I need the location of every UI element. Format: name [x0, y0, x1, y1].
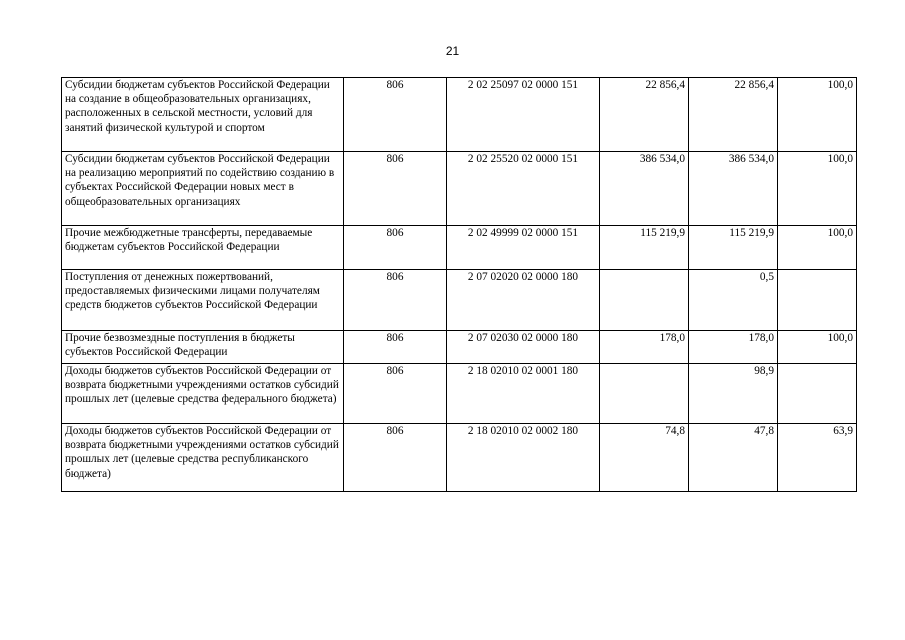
budget-class-code-cell: 2 07 02020 02 0000 180	[447, 270, 600, 331]
admin-code-cell: 806	[344, 364, 447, 424]
plan-amount-cell	[600, 364, 689, 424]
table-row	[62, 364, 857, 424]
execution-percent-cell: 100,0	[778, 226, 857, 270]
plan-amount-cell: 22 856,4	[600, 78, 689, 152]
table-row	[62, 270, 857, 331]
execution-percent-cell: 100,0	[778, 78, 857, 152]
admin-code-cell: 806	[344, 78, 447, 152]
table-row	[62, 226, 857, 270]
budget-class-code-cell: 2 18 02010 02 0001 180	[447, 364, 600, 424]
actual-amount-cell: 98,9	[689, 364, 778, 424]
admin-code-cell: 806	[344, 331, 447, 364]
budget-class-code-cell: 2 02 25097 02 0000 151	[447, 78, 600, 152]
actual-amount-cell: 0,5	[689, 270, 778, 331]
actual-amount-cell: 115 219,9	[689, 226, 778, 270]
income-name-cell: Доходы бюджетов субъектов Российской Федерации от возврата бюджетными учреждениями остатков субсидий прошлых лет (целевые средства республиканского бюджета)	[62, 424, 344, 492]
execution-percent-cell	[778, 270, 857, 331]
plan-amount-cell	[600, 270, 689, 331]
budget-class-code-cell: 2 07 02030 02 0000 180	[447, 331, 600, 364]
budget-class-code-cell: 2 18 02010 02 0002 180	[447, 424, 600, 492]
execution-percent-cell: 100,0	[778, 152, 857, 226]
income-name-cell: Прочие межбюджетные трансферты, передаваемые бюджетам субъектов Российской Федерации	[62, 226, 344, 270]
table-row	[62, 424, 857, 492]
actual-amount-cell: 47,8	[689, 424, 778, 492]
admin-code-cell: 806	[344, 226, 447, 270]
actual-amount-cell: 386 534,0	[689, 152, 778, 226]
income-name-cell: Доходы бюджетов субъектов Российской Федерации от возврата бюджетными учреждениями остатков субсидий прошлых лет (целевые средства федерального бюджета)	[62, 364, 344, 424]
plan-amount-cell: 386 534,0	[600, 152, 689, 226]
plan-amount-cell: 115 219,9	[600, 226, 689, 270]
actual-amount-cell: 22 856,4	[689, 78, 778, 152]
income-name-cell: Прочие безвозмездные поступления в бюджеты субъектов Российской Федерации	[62, 331, 344, 364]
budget-class-code-cell: 2 02 25520 02 0000 151	[447, 152, 600, 226]
budget-class-code-cell: 2 02 49999 02 0000 151	[447, 226, 600, 270]
plan-amount-cell: 178,0	[600, 331, 689, 364]
table-row	[62, 78, 857, 152]
table-row	[62, 152, 857, 226]
budget-revenue-table	[61, 77, 857, 492]
admin-code-cell: 806	[344, 424, 447, 492]
execution-percent-cell: 63,9	[778, 424, 857, 492]
admin-code-cell: 806	[344, 152, 447, 226]
income-name-cell: Поступления от денежных пожертвований, предоставляемых физическими лицами получателям средств бюджетов субъектов Российской Федерации	[62, 270, 344, 331]
actual-amount-cell: 178,0	[689, 331, 778, 364]
execution-percent-cell	[778, 364, 857, 424]
income-name-cell: Субсидии бюджетам субъектов Российской Федерации на реализацию мероприятий по содействию созданию в субъектах Российской Федерации новых мест в общеобразовательных организациях	[62, 152, 344, 226]
execution-percent-cell: 100,0	[778, 331, 857, 364]
page-number: 21	[445, 44, 460, 58]
income-name-cell: Субсидии бюджетам субъектов Российской Федерации на создание в общеобразовательных организациях, расположенных в сельской местности, условий для занятий физической культурой и спортом	[62, 78, 344, 152]
table-row	[62, 331, 857, 364]
admin-code-cell: 806	[344, 270, 447, 331]
plan-amount-cell: 74,8	[600, 424, 689, 492]
